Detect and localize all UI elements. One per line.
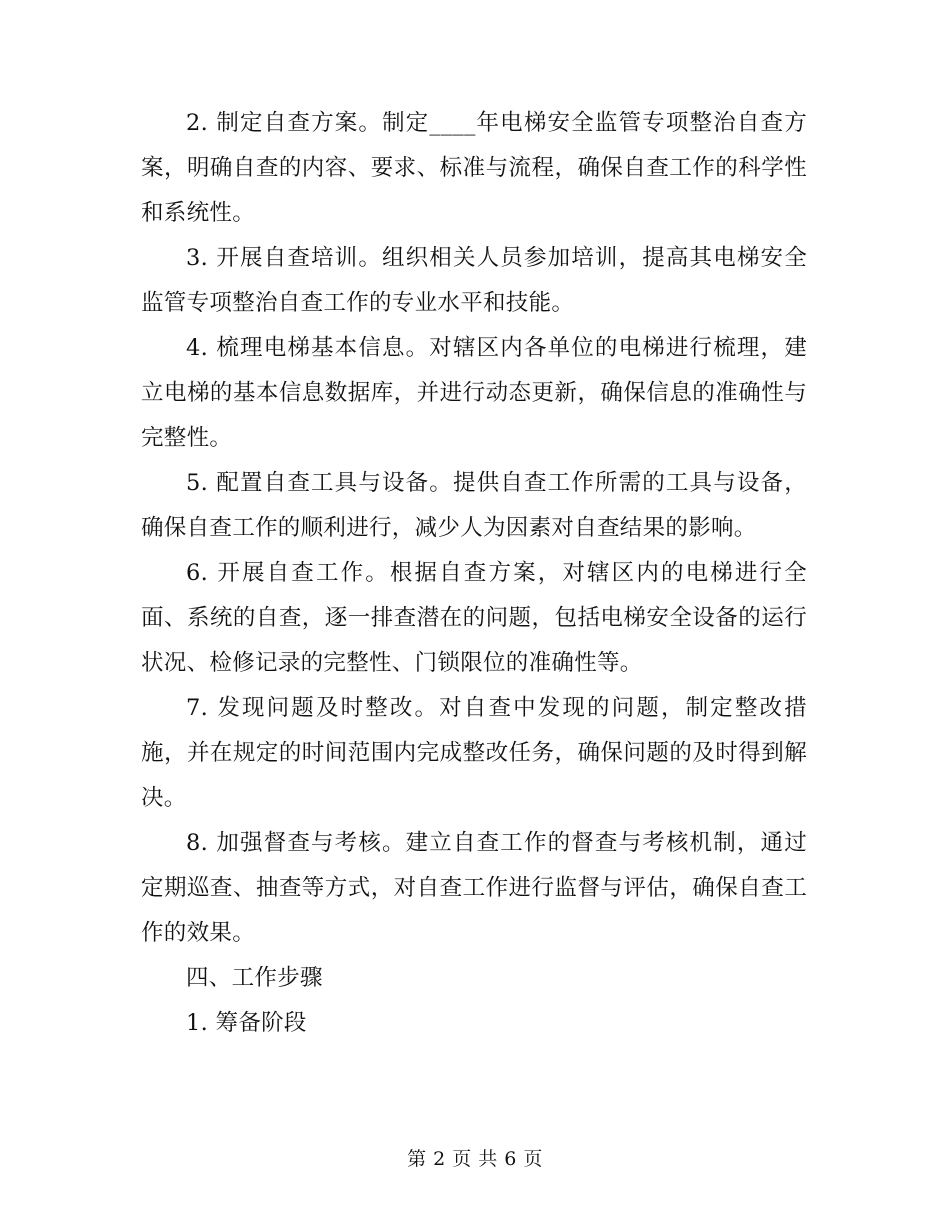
paragraph-item-6: 6. 开展自查工作。根据自查方案，对辖区内的电梯进行全面、系统的自查，逐一排查潜在的问题，包括电梯安全设备的运行状况、检修记录的完整性、门锁限位的准确性等。 xyxy=(141,560,807,676)
paragraph-item-2: 2. 制定自查方案。制定____年电梯安全监管专项整治自查方案，明确自查的内容、要求、标准与流程，确保自查工作的科学性和系统性。 xyxy=(141,110,807,226)
paragraph-item-8: 8. 加强督查与考核。建立自查工作的督查与考核机制，通过定期巡查、抽查等方式，对自查工作进行监督与评估，确保自查工作的效果。 xyxy=(141,830,807,946)
paragraph-item-3: 3. 开展自查培训。组织相关人员参加培训，提高其电梯安全监管专项整治自查工作的专业水平和技能。 xyxy=(141,245,807,316)
section-heading: 四、工作步骤 xyxy=(186,965,323,991)
paragraph-item-7: 7. 发现问题及时整改。对自查中发现的问题，制定整改措施，并在规定的时间范围内完成整改任务，确保问题的及时得到解决。 xyxy=(141,695,807,811)
sub-heading: 1. 筹备阶段 xyxy=(186,1010,307,1036)
paragraph-item-5: 5. 配置自查工具与设备。提供自查工作所需的工具与设备，确保自查工作的顺利进行，减少人为因素对自查结果的影响。 xyxy=(141,470,807,541)
page-footer: 第 2 页 共 6 页 xyxy=(407,1148,543,1170)
paragraph-item-4: 4. 梳理电梯基本信息。对辖区内各单位的电梯进行梳理，建立电梯的基本信息数据库，并进行动态更新，确保信息的准确性与完整性。 xyxy=(141,335,807,451)
document-body xyxy=(141,101,807,1046)
